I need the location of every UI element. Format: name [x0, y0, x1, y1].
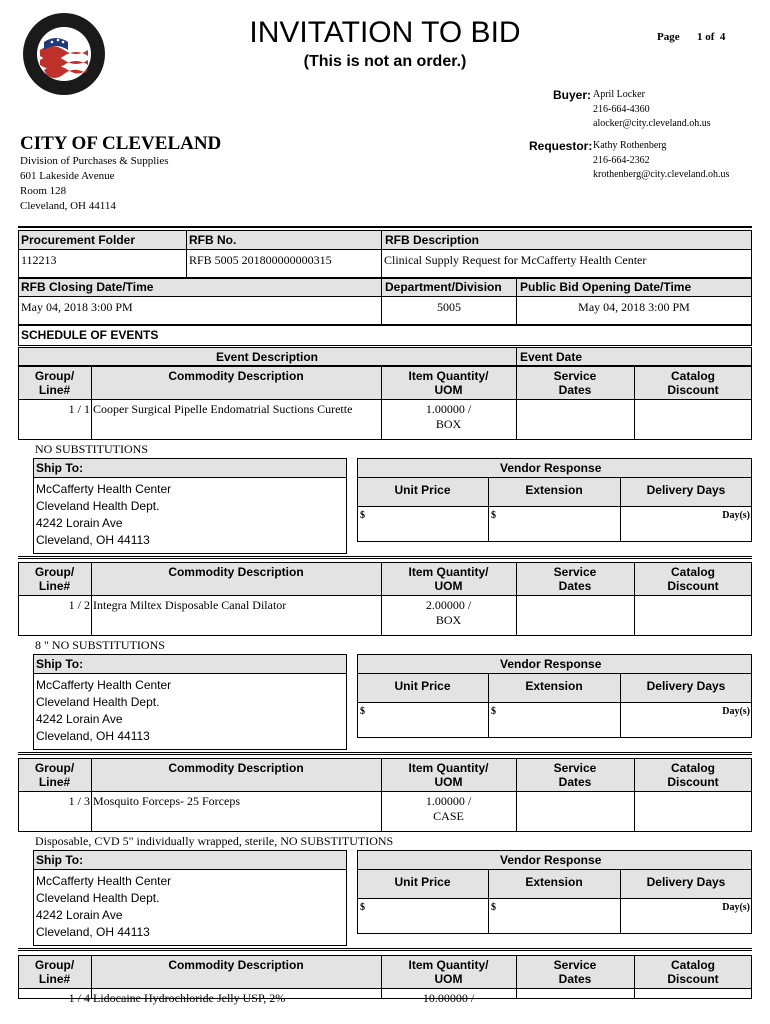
- item-note: 8 " NO SUBSTITUTIONS: [35, 638, 165, 652]
- item-note: NO SUBSTITUTIONS: [35, 442, 149, 456]
- catalog-discount-header: Catalog Discount: [667, 958, 719, 986]
- buyer-name: April Locker: [593, 89, 645, 100]
- rfb-description-value: Clinical Supply Request for McCafferty Health Center: [384, 253, 647, 267]
- buyer-info: [593, 88, 711, 132]
- ship-to-label: Ship To:: [36, 657, 84, 671]
- commodity-description: Cooper Surgical Pipelle Endomatrial Suctions Curette: [93, 402, 353, 416]
- procurement-folder-value: 112213: [21, 253, 57, 267]
- catalog-discount-header: Catalog Discount: [667, 761, 719, 789]
- quantity-uom-header: Item Quantity/ UOM: [408, 761, 489, 789]
- ship-to-line: McCafferty Health Center: [36, 482, 172, 496]
- vendor-response-label: Vendor Response: [500, 853, 602, 867]
- address-line: Room 128: [20, 185, 67, 197]
- group-line-header: Group/ Line#: [34, 369, 75, 397]
- catalog-discount-header: Catalog Discount: [667, 369, 719, 397]
- ship-to-line: Cleveland Health Dept.: [36, 499, 160, 513]
- ship-to-line: 4242 Lorain Ave: [36, 908, 123, 922]
- quantity-uom-header: Item Quantity/ UOM: [408, 565, 489, 593]
- unit-price-label: Unit Price: [394, 483, 451, 497]
- address-line: Cleveland, OH 44114: [20, 200, 116, 212]
- extension-label: Extension: [525, 875, 583, 889]
- extension-label: Extension: [525, 483, 583, 497]
- city-seal-logo: [22, 12, 106, 96]
- delivery-days-input[interactable]: Day(s): [722, 706, 750, 717]
- group-line-header: Group/ Line#: [34, 761, 75, 789]
- extension-input[interactable]: $: [491, 510, 496, 521]
- vendor-response-label: Vendor Response: [500, 657, 602, 671]
- page-number: 1 of 4: [697, 31, 726, 43]
- item-note: Disposable, CVD 5" individually wrapped, sterile, NO SUBSTITUTIONS: [35, 834, 394, 848]
- ship-to-line: McCafferty Health Center: [36, 874, 172, 888]
- item-quantity: 1.00000 /: [425, 402, 472, 416]
- item-uom: BOX: [435, 613, 462, 627]
- service-dates-header: Service Dates: [553, 369, 597, 397]
- item-quantity: 10.00000 /: [422, 991, 475, 1005]
- vendor-response-label: Vendor Response: [500, 461, 602, 475]
- page-label: Page: [657, 31, 680, 43]
- unit-price-input[interactable]: $: [360, 902, 365, 913]
- commodity-header: Commodity Description: [168, 565, 304, 579]
- department-value: 5005: [437, 300, 461, 314]
- extension-input[interactable]: $: [491, 902, 496, 913]
- ship-to-line: Cleveland, OH 44113: [36, 533, 150, 547]
- unit-price-label: Unit Price: [394, 679, 451, 693]
- catalog-discount-header: Catalog Discount: [667, 565, 719, 593]
- delivery-days-input[interactable]: Day(s): [722, 510, 750, 521]
- ship-to-line: 4242 Lorain Ave: [36, 516, 123, 530]
- closing-label: RFB Closing Date/Time: [21, 280, 154, 294]
- commodity-header: Commodity Description: [168, 761, 304, 775]
- document-subtitle: (This is not an order.): [303, 53, 467, 70]
- ship-to-line: 4242 Lorain Ave: [36, 712, 123, 726]
- ship-to-line: McCafferty Health Center: [36, 678, 172, 692]
- commodity-description: Mosquito Forceps- 25 Forceps: [93, 794, 240, 808]
- opening-label: Public Bid Opening Date/Time: [520, 280, 692, 294]
- commodity-header: Commodity Description: [168, 369, 304, 383]
- ship-to-line: Cleveland Health Dept.: [36, 695, 160, 709]
- requestor-phone: 216-664-2362: [593, 154, 650, 166]
- quantity-uom-header: Item Quantity/ UOM: [408, 369, 489, 397]
- item-uom: BOX: [435, 417, 462, 431]
- procurement-folder-label: Procurement Folder: [21, 233, 136, 247]
- department-label: Department/Division: [385, 280, 502, 294]
- unit-price-label: Unit Price: [394, 875, 451, 889]
- delivery-days-label: Delivery Days: [646, 875, 726, 889]
- line-number: 1 / 3: [68, 794, 90, 808]
- requestor-label: Requestor:: [529, 139, 593, 153]
- address-line: Division of Purchases & Supplies: [20, 155, 169, 167]
- line-number: 1 / 4: [68, 991, 90, 1005]
- requestor-name: Kathy Rothenberg: [593, 140, 667, 151]
- group-line-header: Group/ Line#: [34, 958, 75, 986]
- delivery-days-input[interactable]: Day(s): [722, 902, 750, 913]
- event-description-label: Event Description: [215, 350, 319, 364]
- document-title: INVITATION TO BID: [249, 16, 521, 49]
- requestor-info: [593, 139, 729, 183]
- group-line-header: Group/ Line#: [34, 565, 75, 593]
- ship-to-line: Cleveland, OH 44113: [36, 729, 150, 743]
- ship-to-line: Cleveland Health Dept.: [36, 891, 160, 905]
- extension-label: Extension: [525, 679, 583, 693]
- quantity-uom-header: Item Quantity/ UOM: [408, 958, 489, 986]
- ship-to-line: Cleveland, OH 44113: [36, 925, 150, 939]
- unit-price-input[interactable]: $: [360, 510, 365, 521]
- rfb-description-label: RFB Description: [385, 233, 480, 247]
- schedule-of-events-label: SCHEDULE OF EVENTS: [21, 328, 159, 342]
- rfb-no-label: RFB No.: [189, 233, 237, 247]
- requestor-email: krothenberg@city.cleveland.oh.us: [593, 169, 730, 180]
- org-address: [20, 154, 169, 214]
- opening-value: May 04, 2018 3:00 PM: [578, 300, 690, 314]
- line-number: 1 / 2: [68, 598, 90, 612]
- org-name: CITY OF CLEVELAND: [20, 133, 222, 154]
- closing-value: May 04, 2018 3:00 PM: [21, 300, 133, 314]
- delivery-days-label: Delivery Days: [646, 483, 726, 497]
- service-dates-header: Service Dates: [553, 958, 597, 986]
- item-quantity: 1.00000 /: [425, 794, 472, 808]
- service-dates-header: Service Dates: [553, 761, 597, 789]
- buyer-email: alocker@city.cleveland.oh.us: [593, 118, 711, 129]
- item-quantity: 2.00000 /: [425, 598, 472, 612]
- line-number: 1 / 1: [68, 402, 90, 416]
- ship-to-label: Ship To:: [36, 461, 84, 475]
- address-line: 601 Lakeside Avenue: [20, 170, 115, 182]
- extension-input[interactable]: $: [491, 706, 496, 717]
- delivery-days-label: Delivery Days: [646, 679, 726, 693]
- item-uom: CASE: [433, 809, 464, 823]
- commodity-header: Commodity Description: [168, 958, 304, 972]
- rfb-no-value: RFB 5005 201800000000315: [189, 253, 332, 267]
- buyer-phone: 216-664-4360: [593, 103, 650, 115]
- buyer-label: Buyer:: [553, 88, 592, 102]
- service-dates-header: Service Dates: [553, 565, 597, 593]
- commodity-description: Integra Miltex Disposable Canal Dilator: [93, 598, 287, 612]
- ship-to-label: Ship To:: [36, 853, 84, 867]
- event-date-label: Event Date: [520, 350, 583, 364]
- commodity-description: Lidocaine Hydrochloride Jelly USP, 2%: [93, 991, 286, 1005]
- unit-price-input[interactable]: $: [360, 706, 365, 717]
